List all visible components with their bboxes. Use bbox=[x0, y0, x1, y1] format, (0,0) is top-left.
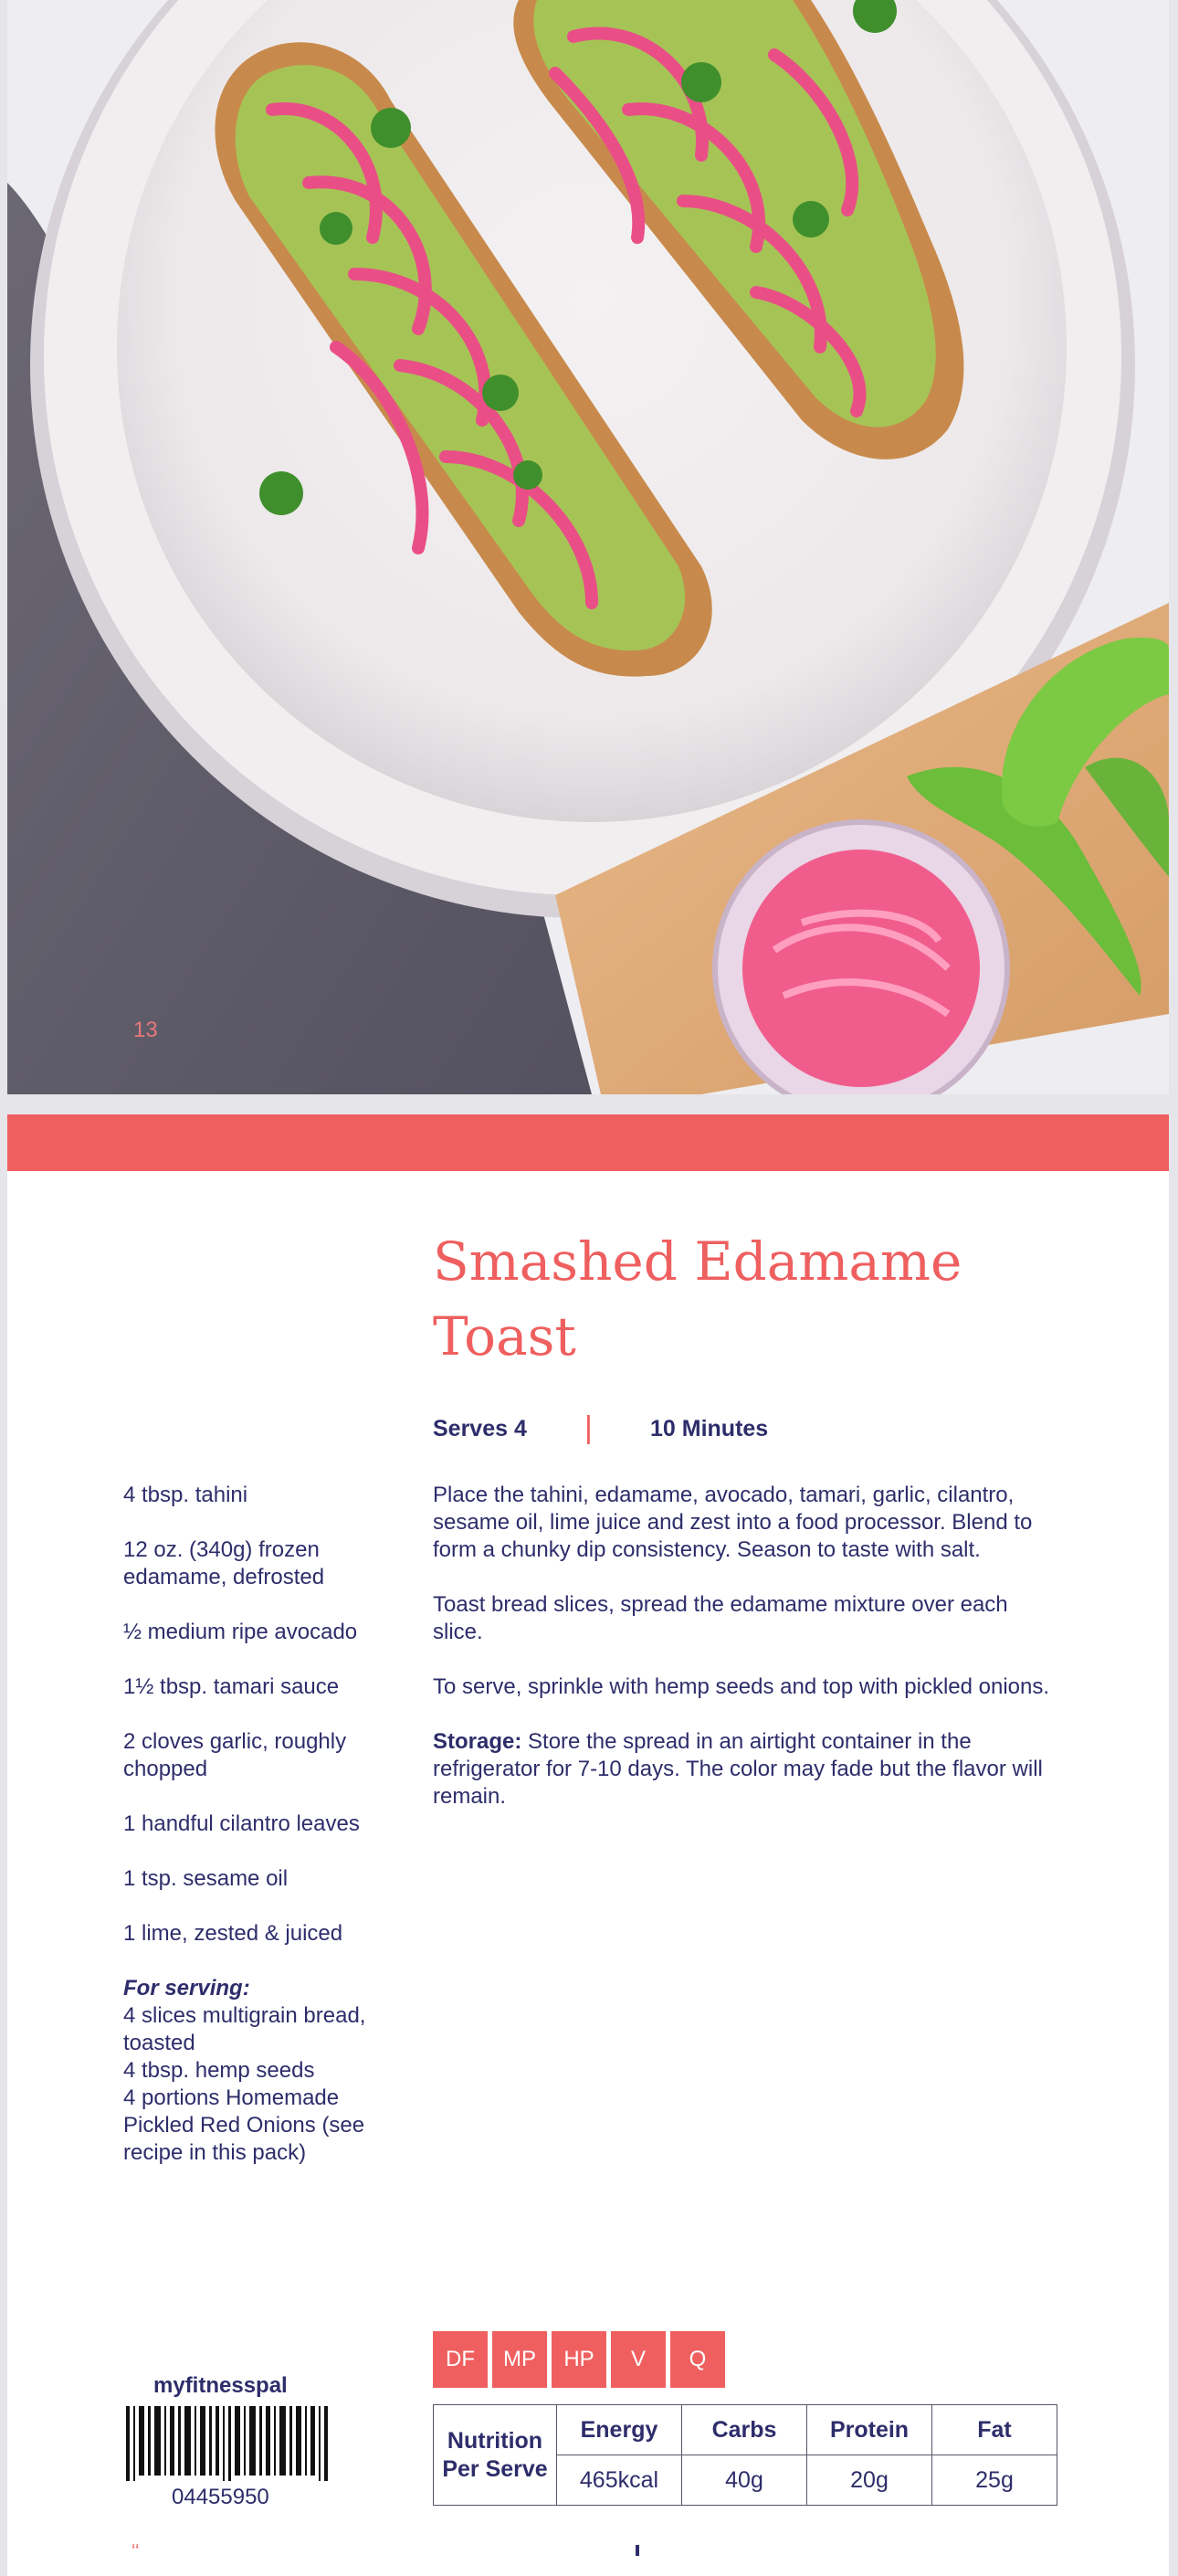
footer-mark-center bbox=[636, 2545, 639, 2556]
nutrition-value: 25g bbox=[932, 2455, 1057, 2506]
brand-logo: myfitnesspal bbox=[153, 2373, 288, 2398]
nutrition-header: Carbs bbox=[682, 2405, 807, 2455]
recipe-title: Smashed Edamame Toast bbox=[433, 1230, 962, 1367]
serving-item: 4 portions Homemade Pickled Red Onions (see recipe in this pack) bbox=[123, 2085, 365, 2165]
ingredient-item: 1 tsp. sesame oil bbox=[123, 1866, 289, 1891]
method-step: Place the tahini, edamame, avocado, tamari, garlic, cilantro, sesame oil, lime juice and zest into a food processor. Blend to form a chunky dip consistency. Season to taste with salt. bbox=[433, 1483, 1033, 1562]
nutrition-table bbox=[433, 2404, 1057, 2506]
ingredient-item: 1 lime, zested & juiced bbox=[123, 1921, 343, 1946]
recipe-page bbox=[7, 1114, 1169, 2576]
storage-note bbox=[433, 1728, 1063, 1811]
ingredient-item: 4 tbsp. tahini bbox=[123, 1483, 248, 1507]
footer-mark-left: ‘‘ bbox=[131, 2541, 140, 2561]
storage-label: Storage: bbox=[433, 1729, 522, 1754]
tag-mp: MP bbox=[492, 2331, 547, 2388]
page-number: 13 bbox=[133, 1018, 158, 1042]
method-steps bbox=[433, 1482, 1063, 1838]
method-step: To serve, sprinkle with hemp seeds and top with pickled onions. bbox=[433, 1674, 1050, 1699]
nutrition-value: 20g bbox=[807, 2455, 932, 2506]
servings: Serves 4 bbox=[433, 1416, 527, 1441]
barcode-icon bbox=[126, 2406, 329, 2481]
ingredient-item: 1 handful cilantro leaves bbox=[123, 1811, 360, 1836]
storage-text: Store the spread in an airtight container in the refrigerator for 7-10 days. The color may fade but the flavor will remain. bbox=[433, 1729, 1043, 1809]
nutrition-header: Protein bbox=[807, 2405, 932, 2455]
serving-item: 4 slices multigrain bread, toasted bbox=[123, 2003, 366, 2055]
ingredient-item: 12 oz. (340g) frozen edamame, defrosted bbox=[123, 1537, 325, 1589]
ingredient-item: 1½ tbsp. tamari sauce bbox=[123, 1674, 340, 1699]
barcode-number: 04455950 bbox=[172, 2485, 269, 2509]
serving-item: 4 tbsp. hemp seeds bbox=[123, 2058, 315, 2083]
food-photo-illustration bbox=[7, 0, 1169, 1094]
meta-separator: | bbox=[584, 1410, 593, 1445]
serving-section bbox=[123, 1975, 397, 2167]
recipe-photo bbox=[7, 0, 1169, 1094]
nutrition-value: 465kcal bbox=[557, 2455, 682, 2506]
header-banner bbox=[7, 1114, 1169, 1171]
method-step: Toast bread slices, spread the edamame mixture over each slice. bbox=[433, 1592, 1008, 1644]
serving-heading: For serving: bbox=[123, 1976, 250, 2001]
tag-df: DF bbox=[433, 2331, 488, 2388]
tag-v: V bbox=[611, 2331, 666, 2388]
tag-hp: HP bbox=[552, 2331, 606, 2388]
prep-time: 10 Minutes bbox=[650, 1416, 769, 1441]
tag-q: Q bbox=[670, 2331, 725, 2388]
nutrition-header: Energy bbox=[557, 2405, 682, 2455]
nutrition-label-line1: Nutrition bbox=[447, 2427, 543, 2454]
dietary-tags bbox=[433, 2331, 725, 2388]
nutrition-value: 40g bbox=[682, 2455, 807, 2506]
nutrition-label-line2: Per Serve bbox=[442, 2455, 548, 2482]
ingredients-list bbox=[123, 1482, 397, 2167]
ingredient-item: ½ medium ripe avocado bbox=[123, 1620, 358, 1644]
nutrition-header: Fat bbox=[932, 2405, 1057, 2455]
ingredient-item: 2 cloves garlic, roughly chopped bbox=[123, 1729, 347, 1781]
nutrition-label bbox=[434, 2405, 557, 2506]
